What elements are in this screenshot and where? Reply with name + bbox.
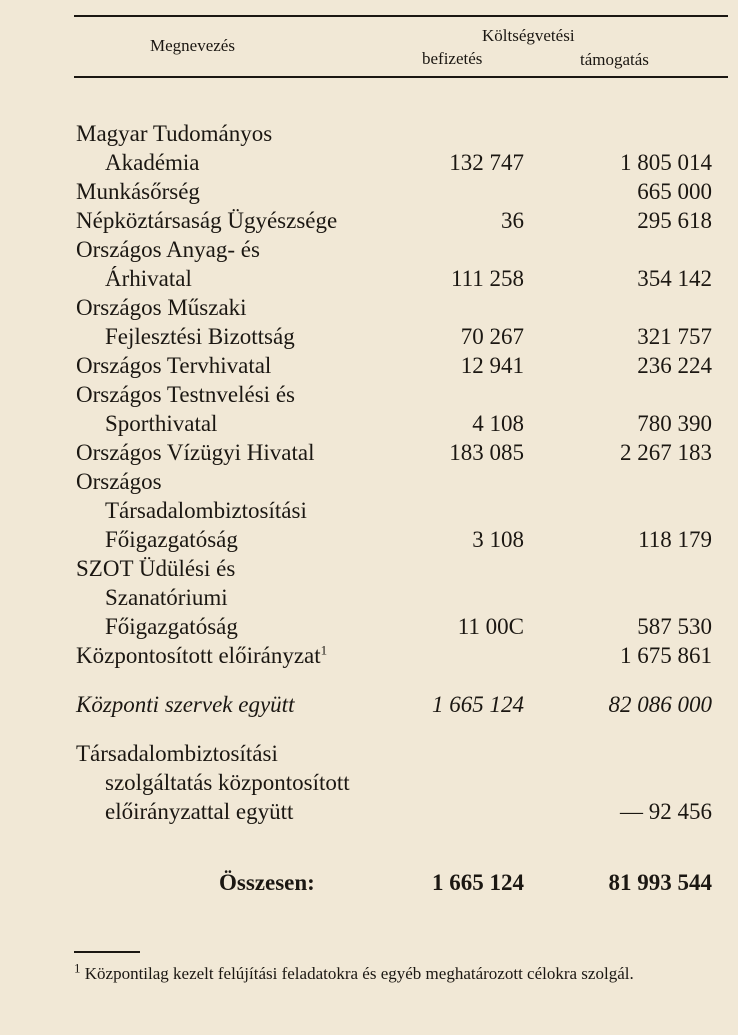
payment-value: 36 [501,208,524,233]
row-label: Munkásőrség [76,179,200,204]
table-row [0,409,738,438]
subsidy-value: 780 390 [637,411,712,436]
payment-value: 132 747 [449,150,524,175]
table-row [0,525,738,554]
row-label: Szanatóriumi [105,585,228,610]
table-row [0,641,738,670]
subtotal-subsidy: 82 086 000 [608,692,712,717]
row-label: Főigazgatóság [105,527,238,552]
table-row [0,467,738,496]
row-label: Országos Tervhivatal [76,353,272,378]
table-row [0,583,738,612]
row-label: Magyar Tudományos [76,121,273,146]
table-row [0,148,738,177]
subsidy-value: 1 805 014 [620,150,712,175]
table-row [0,496,738,525]
row-label: Fejlesztési Bizottság [105,324,295,349]
footnote-reference: 1 [320,642,328,658]
header-name-column: Megnevezés [150,36,235,55]
table-row [0,264,738,293]
subsidy-value: 118 179 [638,527,712,552]
row-label: szolgáltatás központosított [105,770,350,795]
table-row [0,438,738,467]
payment-value: 12 941 [460,353,524,378]
subsidy-value: 587 530 [637,614,712,639]
table-row [0,322,738,351]
footnote-mark: 1 [74,960,81,976]
total-label: Összesen: [219,870,315,895]
row-gap [0,826,738,868]
table-row [0,739,738,768]
table-row [0,293,738,322]
table-row [0,235,738,264]
total-subsidy: 81 993 544 [608,870,712,895]
row-label: előirányzattal együtt [105,799,294,824]
payment-value: 111 258 [450,266,524,291]
table-row [0,119,738,148]
subsidy-value: 1 675 861 [620,643,712,668]
header-payment-column: befizetés [422,49,483,68]
table-row [0,797,738,826]
subtotal-payment: 1 665 124 [432,692,524,717]
payment-value: 183 085 [449,440,524,465]
row-label [76,641,327,670]
subsidy-value: 2 267 183 [620,440,712,465]
row-label: Országos Vízügyi Hivatal [76,440,315,465]
footnote-text: Központilag kezelt felújítási feladatokra és egyéb meghatározott célokra szolgál. [80,964,634,983]
row-label: Országos Anyag- és [76,237,260,262]
row-label: SZOT Üdülési és [76,556,236,581]
row-label-text: Központosított előirányzat [76,643,321,668]
row-label: Árhivatal [105,266,192,291]
footnote-rule [74,951,140,953]
row-label: Országos [76,469,162,494]
subsidy-value: 321 757 [637,324,712,349]
subsidy-value: — 92 456 [620,799,712,824]
table-row [0,177,738,206]
table-row [0,351,738,380]
payment-value: 70 267 [460,324,524,349]
total-payment: 1 665 124 [432,870,524,895]
payment-value: 11 00C [457,614,524,639]
table-row [0,768,738,797]
subsidy-value: 295 618 [637,208,712,233]
subsidy-value: 665 000 [637,179,712,204]
table-top-rule [74,15,728,17]
payment-value: 3 108 [472,527,524,552]
row-label: Országos Testnvelési és [76,382,295,407]
row-label: Akadémia [105,150,200,175]
table-row [0,206,738,235]
row-gap [0,719,738,739]
header-budget-group: Költségvetési [482,26,575,45]
total-row [0,868,738,897]
row-label: Népköztársaság Ügyészsége [76,208,338,233]
footnote [74,960,730,985]
table-row [0,554,738,583]
row-label: Sporthivatal [105,411,218,436]
table-row [0,612,738,641]
subsidy-value: 354 142 [637,266,712,291]
subsidy-value: 236 224 [637,353,712,378]
subtotal-row [0,690,738,719]
table-header-rule [74,76,728,78]
payment-value: 4 108 [472,411,524,436]
header-subsidy-column: támogatás [580,50,649,69]
row-label: Főigazgatóság [105,614,238,639]
subtotal-label: Központi szervek együtt [76,692,295,717]
table-body [0,119,738,897]
row-gap [0,670,738,690]
row-label: Társadalombiztosítási [76,741,278,766]
row-label: Országos Műszaki [76,295,247,320]
row-label: Társadalombiztosítási [105,498,307,523]
table-row [0,380,738,409]
